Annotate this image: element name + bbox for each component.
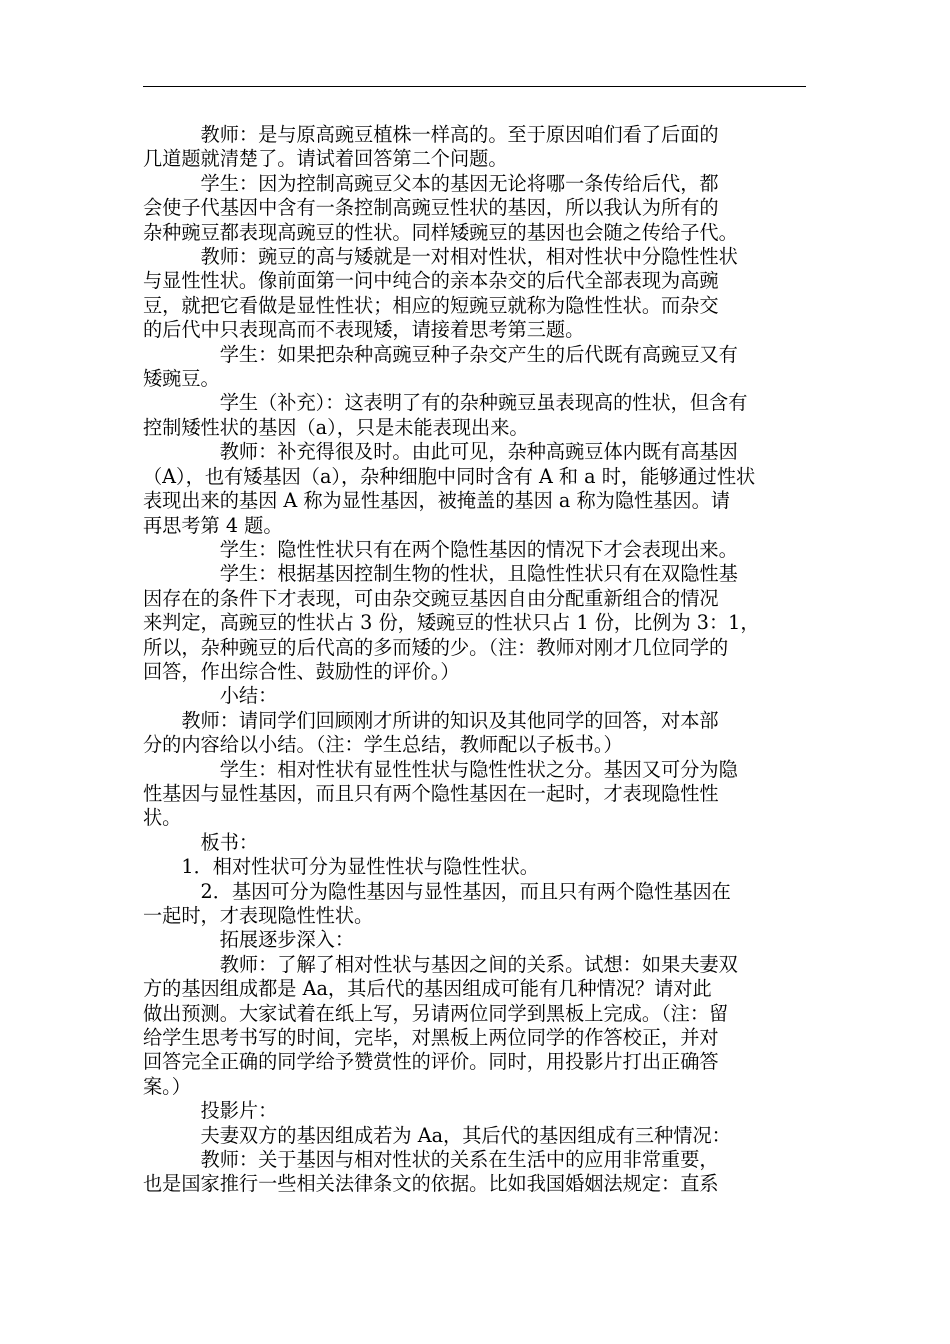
text-line: 状。 (143, 806, 182, 830)
text-line: 一起时，才表现隐性性状。 (143, 904, 374, 927)
text-line: 回答，作出综合性、鼓励性的评价。） (143, 659, 460, 683)
text-line: 学生：隐性性状只有在两个隐性基因的情况下才会表现出来。 (143, 537, 738, 561)
text-line: 表现出来的基因 A 称为显性基因，被掩盖的基因 a 称为隐性基因。请 (143, 489, 730, 513)
text-line: 教师：了解了相对性状与基因之间的关系。试想：如果夫妻双 (143, 952, 738, 976)
text-line: 所以，杂种豌豆的后代高的多而矮的少。（注：教师对刚才几位同学的 (143, 635, 729, 659)
text-line: 几道题就清楚了。请试着回答第二个问题。 (143, 147, 508, 171)
text-line: 豆，就把它看做是显性性状；相应的短豌豆就称为隐性性状。而杂交 (143, 293, 719, 317)
text-line: 1．相对性状可分为显性性状与隐性性状。 (143, 855, 539, 879)
text-line: 教师：豌豆的高与矮就是一对相对性状，相对性状中分隐性性状 (143, 245, 738, 269)
text-line: 给学生思考书写的时间，完毕，对黑板上两位同学的作答校正，并对 (143, 1026, 719, 1050)
text-line: 学生：相对性状有显性性状与隐性性状之分。基因又可分为隐 (143, 757, 738, 781)
text-line: 投影片： (143, 1099, 278, 1123)
text-line: 学生：因为控制高豌豆父本的基因无论将哪一条传给后代，都 (143, 171, 719, 195)
text-line: 也是国家推行一些相关法律条文的依据。比如我国婚姻法规定：直系 (143, 1172, 719, 1196)
text-line: 杂种豌豆都表现高豌豆的性状。同样矮豌豆的基因也会随之传给子代。 (143, 220, 738, 244)
text-line: 回答完全正确的同学给予赞赏性的评价。同时，用投影片打出正确答 (143, 1050, 719, 1074)
text-line: 拓展逐步深入： (143, 928, 355, 952)
text-line: 教师：关于基因与相对性状的关系在生活中的应用非常重要， (143, 1148, 719, 1172)
text-line: 学生（补充）：这表明了有的杂种豌豆虽表现高的性状，但含有 (143, 391, 748, 415)
text-line: 学生：根据基因控制生物的性状，且隐性性状只有在双隐性基 (143, 562, 738, 586)
text-line: 教师：请同学们回顾刚才所讲的知识及其他同学的回答，对本部 (143, 708, 719, 732)
text-line: 矮豌豆。 (143, 367, 220, 391)
text-line: 夫妻双方的基因组成若为 Aa，其后代的基因组成有三种情况： (143, 1123, 731, 1147)
text-line: 与显性性状。像前面第一问中纯合的亲本杂交的后代全部表现为高豌 (143, 269, 719, 293)
text-line: 小结： (143, 684, 278, 708)
text-line: 学生：如果把杂种高豌豆种子杂交产生的后代既有高豌豆又有 (143, 342, 738, 366)
text-line: 教师：是与原高豌豆植株一样高的。至于原因咱们看了后面的 (143, 123, 719, 146)
text-line: 的后代中只表现高而不表现矮，请接着思考第三题。 (143, 318, 585, 342)
text-line: 性基因与显性基因，而且只有两个隐性基因在一起时，才表现隐性性 (143, 781, 719, 805)
text-line: 会使子代基因中含有一条控制高豌豆性状的基因，所以我认为所有的 (143, 196, 719, 220)
text-line: （A），也有矮基因（a），杂种细胞中同时含有 A 和 a 时，能够通过性状 (143, 464, 756, 488)
text-line: 来判定，高豌豆的性状占 3 份，矮豌豆的性状只占 1 份，比例为 3：1， (143, 611, 760, 635)
text-line: 教师：补充得很及时。由此可见，杂种高豌豆体内既有高基因 (143, 440, 738, 464)
text-line: 分的内容给以小结。（注：学生总结，教师配以子板书。） (143, 733, 623, 757)
text-line: 板书： (143, 830, 259, 854)
header-rule (143, 86, 806, 87)
text-line: 案。） (143, 1074, 191, 1098)
text-line: 再思考第 4 题。 (143, 513, 283, 537)
document-body (143, 123, 808, 1197)
text-line: 2．基因可分为隐性基因与显性基因，而且只有两个隐性基因在 (143, 879, 731, 903)
text-line: 控制矮性状的基因（a），只是未能表现出来。 (143, 415, 529, 439)
text-line: 因存在的条件下才表现，可由杂交豌豆基因自由分配重新组合的情况 (143, 586, 719, 610)
text-line: 方的基因组成都是 Aa，其后代的基因组成可能有几种情况？请对此 (143, 977, 712, 1001)
text-line: 做出预测。大家试着在纸上写，另请两位同学到黑板上完成。（注：留 (143, 1001, 729, 1025)
